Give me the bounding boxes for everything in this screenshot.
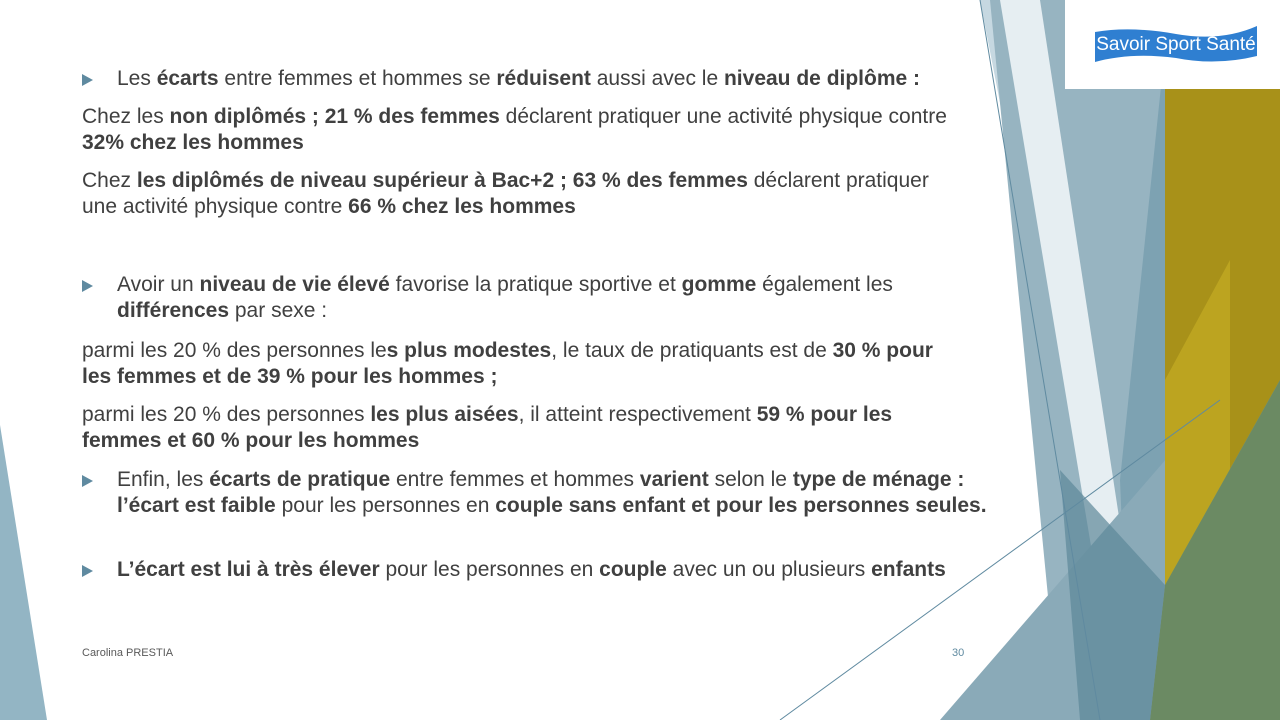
left-teal-shape — [0, 425, 47, 720]
page-number: 30 — [952, 647, 965, 659]
bullet-arrow-icon — [82, 565, 93, 577]
body-paragraph — [82, 338, 962, 390]
bullet-paragraph — [82, 66, 997, 92]
text-segment: déclarent pratiquer une activité physique contre — [82, 169, 929, 218]
bold-text: les plus aisées — [370, 403, 519, 426]
bold-text: 32% chez les hommes — [82, 131, 304, 154]
bold-text: écarts de pratique — [209, 468, 391, 491]
bold-text: 66 % chez les hommes — [348, 195, 576, 218]
bold-text: L’écart est lui à très élever — [117, 558, 380, 581]
bold-text: écarts — [156, 67, 219, 90]
bullet-arrow-icon — [82, 280, 93, 292]
text-segment: parmi les 20 % des personnes le — [82, 339, 387, 362]
text-segment: Avoir un — [117, 273, 200, 296]
text-segment: avec un ou plusieurs — [666, 558, 872, 581]
body-paragraph — [82, 402, 962, 454]
text-segment: Chez — [82, 169, 137, 192]
text-segment: pour les personnes en — [275, 494, 496, 517]
bold-text: gomme — [681, 273, 757, 296]
bold-text: différences — [117, 299, 230, 322]
bold-text: 30 % pour les femmes et de 39 % pour les hommes ; — [82, 339, 933, 388]
bold-text: niveau de diplôme : — [723, 67, 921, 90]
bullet-paragraph — [82, 557, 997, 583]
logo-area — [1065, 0, 1280, 89]
text-segment: favorise la pratique sportive et — [389, 273, 682, 296]
text-segment: parmi les 20 % des personnes — [82, 403, 371, 426]
bullet-paragraph — [82, 467, 997, 519]
text-segment: Enfin, les — [117, 468, 210, 491]
text-segment: Les — [117, 67, 157, 90]
footer-author: Carolina PRESTIA — [82, 647, 174, 659]
text-segment: également les — [756, 273, 893, 296]
logo-text: Savoir Sport Santé — [1096, 34, 1256, 55]
bold-text: couple — [599, 558, 667, 581]
bullet-paragraph — [82, 272, 997, 324]
bold-text: couple sans enfant et pour les personnes seules. — [495, 494, 987, 517]
text-segment: par sexe : — [229, 299, 328, 322]
bold-text: s plus modestes — [386, 339, 552, 362]
text-segment: entre femmes et hommes se — [218, 67, 497, 90]
bullet-arrow-icon — [82, 74, 93, 86]
text-segment: entre femmes et hommes — [390, 468, 640, 491]
text-segment: selon le — [708, 468, 793, 491]
bold-text: niveau de vie élevé — [199, 273, 390, 296]
text-segment: pour les personnes en — [379, 558, 600, 581]
text-segment: , le taux de pratiquants est de — [551, 339, 833, 362]
text-segment: déclarent pratiquer une activité physique contre — [499, 105, 947, 128]
text-segment: , il atteint respectivement — [518, 403, 757, 426]
bold-text: enfants — [871, 558, 946, 581]
bold-text: non diplômés ; 21 % des femmes — [169, 105, 500, 128]
body-paragraph — [82, 104, 962, 156]
body-paragraph — [82, 168, 962, 220]
bold-text: 59 % pour les femmes et 60 % pour les hommes — [82, 403, 893, 452]
bold-text: réduisent — [496, 67, 591, 90]
text-segment: Chez les — [82, 105, 170, 128]
bold-text: varient — [639, 468, 709, 491]
bullet-arrow-icon — [82, 475, 93, 487]
text-segment: aussi avec le — [590, 67, 724, 90]
bold-text: les diplômés de niveau supérieur à Bac+2 ; 63 % des femmes — [136, 169, 748, 192]
bold-text: type de ménage : l’écart est faible — [117, 468, 965, 517]
savoir-sport-sante-logo — [1091, 22, 1261, 66]
